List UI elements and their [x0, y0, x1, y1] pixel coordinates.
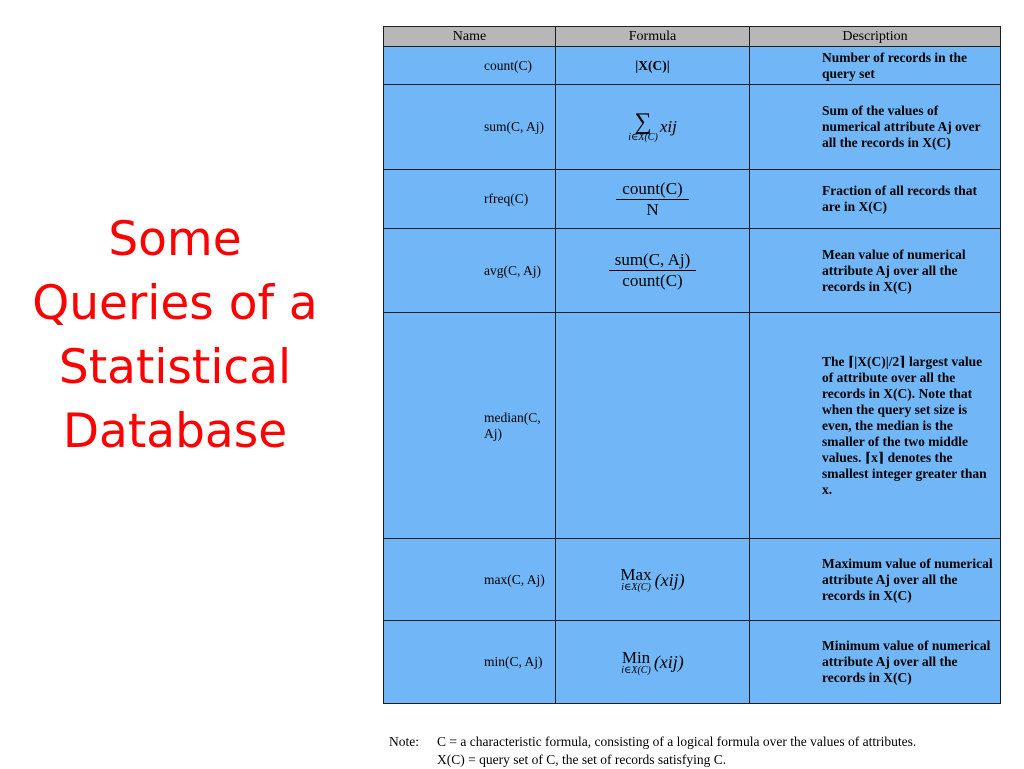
row-formula	[556, 85, 750, 170]
row-description: Sum of the values of numerical attribute Aj over all the records in X(C)	[750, 85, 1001, 170]
note-label: Note:	[389, 734, 419, 749]
table-row	[384, 85, 1001, 170]
row-description: Maximum value of numerical attribute Aj over all the records in X(C)	[750, 539, 1001, 621]
formula-body: xij	[659, 117, 677, 136]
row-name: max(C, Aj)	[384, 539, 556, 621]
table-note	[389, 733, 916, 769]
row-description: Minimum value of numerical attribute Aj over all the records in X(C)	[750, 621, 1001, 704]
slide-title-line: Database	[62, 404, 288, 459]
formula-operator: Min	[621, 647, 651, 667]
table-header-row	[384, 27, 1001, 47]
header-name: Name	[384, 27, 556, 47]
fraction-denominator: count(C)	[622, 271, 683, 290]
row-formula	[556, 47, 750, 85]
fraction-numerator: count(C)	[616, 181, 688, 200]
formula-argument: (xij)	[653, 652, 684, 672]
table-row	[384, 313, 1001, 539]
slide-title-line: Queries of a	[32, 276, 318, 331]
formula-subscript: i∈X(C)	[621, 664, 651, 676]
header-description: Description	[750, 27, 1001, 47]
row-description: Fraction of all records that are in X(C)	[750, 170, 1001, 229]
row-formula	[556, 229, 750, 313]
fraction-numerator: sum(C, Aj)	[609, 252, 697, 271]
row-name: sum(C, Aj)	[384, 85, 556, 170]
row-name: rfreq(C)	[384, 170, 556, 229]
formula-text: |X(C)|	[635, 57, 670, 73]
table-row	[384, 47, 1001, 85]
row-description: Number of records in the query set	[750, 47, 1001, 85]
statistical-queries-table	[383, 26, 1001, 704]
table-row	[384, 229, 1001, 313]
row-formula	[556, 539, 750, 621]
formula-argument: (xij)	[654, 569, 685, 590]
row-name: avg(C, Aj)	[384, 229, 556, 313]
note-line-2: X(C) = query set of C, the set of records satisfying C.	[437, 752, 727, 767]
row-formula	[556, 170, 750, 229]
row-formula	[556, 313, 750, 539]
row-name: count(C)	[384, 47, 556, 85]
slide-title-line: Statistical	[58, 340, 292, 395]
note-line-1: C = a characteristic formula, consisting of a logical formula over the values of attributes.	[437, 734, 917, 749]
row-name: min(C, Aj)	[384, 621, 556, 704]
formula-subscript: i∈X(C)	[621, 582, 651, 593]
table-row	[384, 170, 1001, 229]
slide-title	[0, 208, 350, 464]
slide-title-line: Some	[108, 212, 242, 267]
fraction-denominator: N	[646, 199, 659, 219]
table-row	[384, 539, 1001, 621]
sigma-operator: ∑	[634, 109, 652, 135]
row-description: The ⌈|X(C)|/2⌉ largest value of attribute over all the records in X(C). Note that when the query set size is even, the median is the smaller of the two middle values. ⌈x⌉ denotes the smallest integer greater than x.	[750, 313, 1001, 539]
formula-operator: Max	[620, 565, 652, 584]
row-name: median(C, Aj)	[384, 313, 556, 539]
formula-subscript: i∈X(C)	[628, 132, 658, 143]
row-description: Mean value of numerical attribute Aj over all the records in X(C)	[750, 229, 1001, 313]
header-formula: Formula	[556, 27, 750, 47]
table-row	[384, 621, 1001, 704]
row-formula	[556, 621, 750, 704]
